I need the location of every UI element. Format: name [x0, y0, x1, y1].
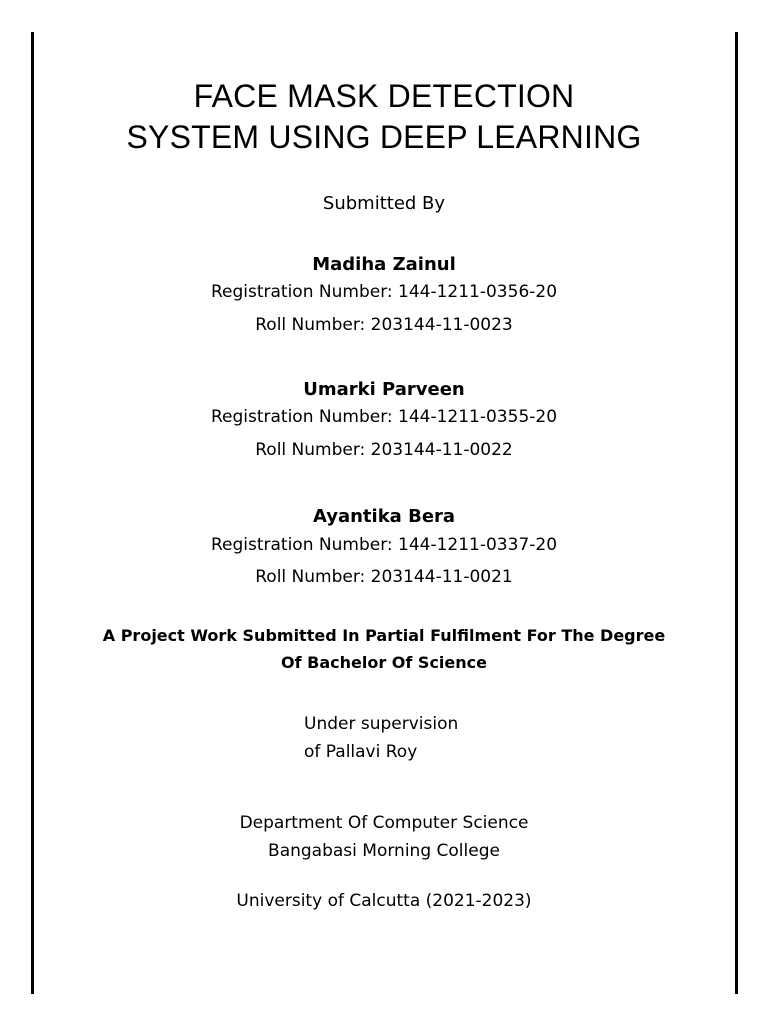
title-line-1: FACE MASK DETECTION — [193, 78, 575, 114]
supervisor-name: of Pallavi Roy — [304, 742, 418, 762]
department-name: Department Of Computer Science — [239, 813, 529, 833]
university-name: University of Calcutta (2021-2023) — [236, 891, 532, 911]
project-statement-line-1: A Project Work Submitted In Partial Fulfilment For The Degree — [102, 626, 666, 645]
document-title — [0, 76, 768, 158]
student-3-name: Ayantika Bera — [312, 506, 456, 527]
project-statement-line-2: Of Bachelor Of Science — [281, 653, 487, 672]
student-2-roll: Roll Number: 203144-11-0022 — [255, 440, 513, 460]
supervision-block — [304, 710, 458, 766]
submitted-by-label: Submitted By — [322, 193, 446, 214]
student-3-registration: Registration Number: 144-1211-0337-20 — [210, 535, 558, 555]
student-1-name: Madiha Zainul — [312, 254, 456, 275]
student-1-roll: Roll Number: 203144-11-0023 — [255, 315, 513, 335]
student-3-roll: Roll Number: 203144-11-0021 — [255, 567, 513, 587]
student-1-registration: Registration Number: 144-1211-0356-20 — [210, 282, 558, 302]
title-line-2: SYSTEM USING DEEP LEARNING — [126, 119, 642, 155]
supervision-line-1: Under supervision — [304, 714, 459, 734]
college-name: Bangabasi Morning College — [268, 841, 500, 861]
student-2-registration: Registration Number: 144-1211-0355-20 — [210, 407, 558, 427]
student-2-name: Umarki Parveen — [303, 379, 465, 400]
